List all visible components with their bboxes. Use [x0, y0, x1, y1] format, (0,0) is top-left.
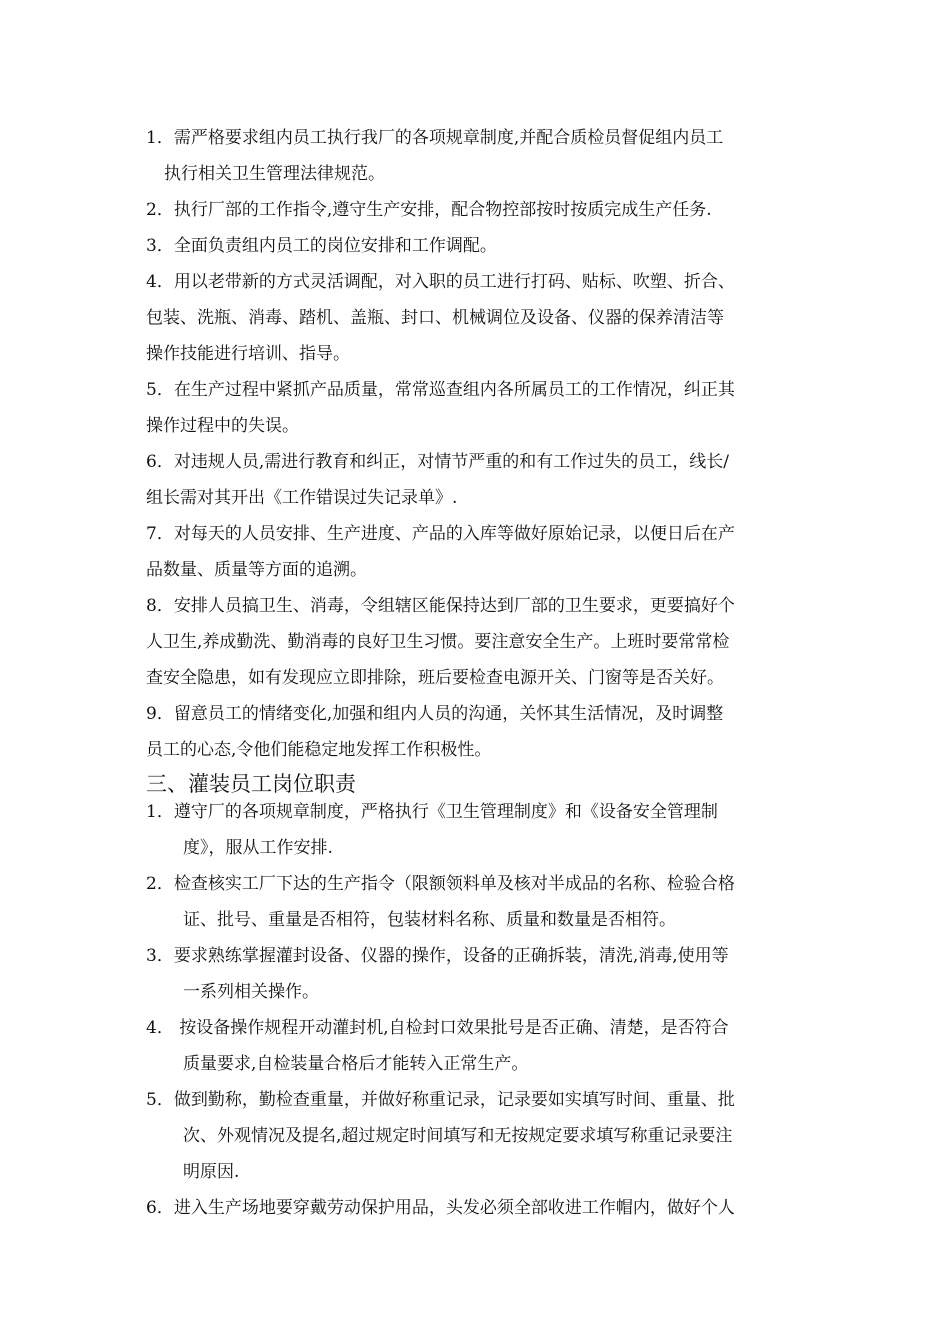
filling-item-4-line-2: 质量要求,自检装量合格后才能转入正常生产。: [183, 1054, 529, 1074]
duty-item-9-line-1: 9．留意员工的情绪变化,加强和组内人员的沟通，关怀其生活情况，及时调整: [146, 704, 724, 724]
duty-item-3-line-1: 3．全面负责组内员工的岗位安排和工作调配。: [146, 236, 497, 256]
duty-item-9-line-2: 员工的心态,令他们能稳定地发挥工作积极性。: [146, 740, 492, 760]
duty-item-8-line-2: 人卫生,养成勤洗、勤消毒的良好卫生习惯。要注意安全生产。上班时要常常检: [146, 632, 730, 652]
filling-item-1-line-1: 1．遵守厂的各项规章制度，严格执行《卫生管理制度》和《设备安全管理制: [146, 802, 718, 822]
duty-item-8-line-1: 8．安排人员搞卫生、消毒，令组辖区能保持达到厂部的卫生要求，更要搞好个: [146, 596, 735, 616]
filling-staff-duties-list: [146, 794, 826, 1226]
duty-item-4-line-3: 操作技能进行培训、指导。: [146, 344, 350, 364]
duty-item-6-line-1: 6．对违规人员,需进行教育和纠正，对情节严重的和有工作过失的员工，线长/: [146, 452, 729, 472]
duty-item-4-line-1: 4．用以老带新的方式灵活调配，对入职的员工进行打码、贴标、吹塑、折合、: [146, 272, 735, 292]
section-heading: 三、灌装员工岗位职责: [146, 772, 356, 796]
duty-item-2-line-1: 2．执行厂部的工作指令,遵守生产安排，配合物控部按时按质完成生产任务.: [146, 200, 712, 220]
filling-item-3-line-2: 一系列相关操作。: [183, 982, 319, 1002]
duty-item-7-line-2: 品数量、质量等方面的追溯。: [146, 560, 367, 580]
duty-item-5-line-2: 操作过程中的失误。: [146, 416, 299, 436]
filling-item-2-line-2: 证、批号、重量是否相符，包装材料名称、质量和数量是否相符。: [183, 910, 676, 930]
filling-item-1-line-2: 度》，服从工作安排.: [183, 838, 333, 858]
filling-item-5-line-2: 次、外观情况及提名,超过规定时间填写和无按规定要求填写称重记录要注: [183, 1126, 733, 1146]
duty-item-7-line-1: 7．对每天的人员安排、生产进度、产品的入库等做好原始记录，以便日后在产: [146, 524, 735, 544]
filling-item-5-line-3: 明原因.: [183, 1162, 240, 1182]
filling-item-6-line-1: 6．进入生产场地要穿戴劳动保护用品，头发必须全部收进工作帽内，做好个人: [146, 1198, 735, 1218]
duty-item-1-line-1: 1．需严格要求组内员工执行我厂的各项规章制度,并配合质检员督促组内员工: [146, 128, 724, 148]
duty-item-4-line-2: 包装、洗瓶、消毒、踏机、盖瓶、封口、机械调位及设备、仪器的保养清洁等: [146, 308, 724, 328]
duty-item-1-line-2: 执行相关卫生管理法律规范。: [164, 164, 385, 184]
filling-item-3-line-1: 3．要求熟练掌握灌封设备、仪器的操作，设备的正确拆装，清洗,消毒,使用等: [146, 946, 729, 966]
duty-item-8-line-3: 查安全隐患，如有发现应立即排除，班后要检查电源开关、门窗等是否关好。: [146, 668, 724, 688]
duty-item-5-line-1: 5．在生产过程中紧抓产品质量，常常巡查组内各所属员工的工作情况，纠正其: [146, 380, 735, 400]
filling-item-2-line-1: 2．检查核实工厂下达的生产指令（限额领料单及核对半成品的名称、检验合格: [146, 874, 735, 894]
duty-item-6-line-2: 组长需对其开出《工作错误过失记录单》.: [146, 488, 458, 508]
filling-item-5-line-1: 5．做到勤称，勤检查重量，并做好称重记录，记录要如实填写时间、重量、批: [146, 1090, 735, 1110]
supervisor-duties-list: [146, 120, 826, 768]
filling-item-4-line-1: 4． 按设备操作规程开动灌封机,自检封口效果批号是否正确、清楚，是否符合: [146, 1018, 729, 1038]
